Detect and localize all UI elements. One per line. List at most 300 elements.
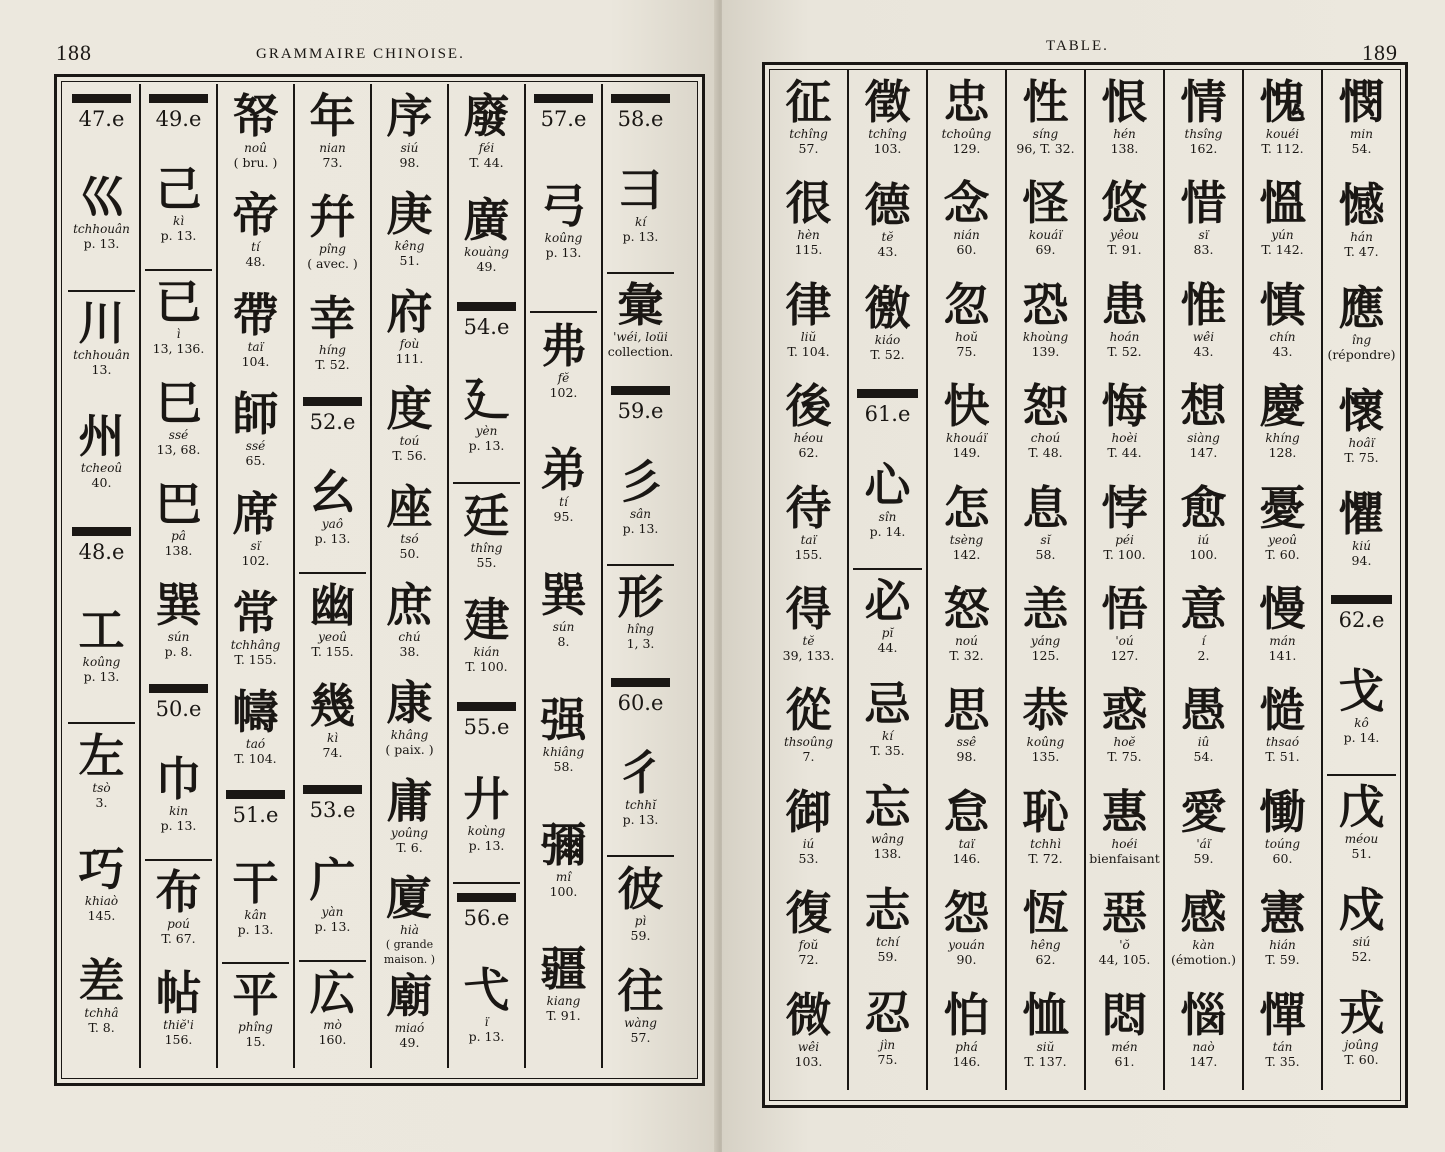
character-entry	[220, 388, 291, 487]
reference: 69.	[1035, 242, 1056, 258]
chinese-character: 怎	[943, 480, 990, 535]
romanization: sân	[629, 506, 652, 521]
section-rule	[145, 269, 212, 271]
romanization: ssé	[245, 439, 266, 454]
chinese-character: 彼	[617, 861, 664, 916]
romanization: yeoû	[318, 630, 347, 644]
reference: 127.	[1110, 648, 1139, 663]
character-entry	[1246, 887, 1319, 988]
romanization: kouéi	[1265, 127, 1300, 141]
chinese-character: 已	[155, 274, 202, 329]
romanization: îng	[1351, 333, 1372, 348]
radical-header	[226, 790, 285, 827]
chinese-character: 怒	[943, 582, 990, 636]
romanization: tchîng	[868, 127, 907, 141]
character-entry	[851, 781, 924, 884]
chinese-character: 弗	[540, 318, 587, 373]
romanization: nián	[953, 228, 980, 243]
section-rule	[607, 855, 674, 857]
chinese-character: 很	[785, 176, 832, 231]
column-divider	[447, 84, 449, 1068]
reference: 52.	[1351, 948, 1372, 964]
character-entry	[297, 191, 368, 292]
reference: 138.	[164, 542, 193, 558]
romanization: í	[1201, 634, 1206, 648]
character-entry	[528, 694, 599, 819]
romanization: ï	[484, 1014, 489, 1029]
radical-header	[611, 94, 670, 131]
romanization: sún	[167, 630, 190, 644]
character-entry	[66, 171, 137, 284]
romanization: yêou	[1110, 228, 1139, 243]
chinese-character: 怨	[943, 886, 990, 941]
romanization: hoèi	[1111, 431, 1138, 446]
character-entry	[1088, 684, 1161, 785]
character-entry	[143, 753, 214, 854]
section-rule	[607, 564, 674, 566]
romanization: tí	[251, 240, 260, 255]
romanization: noû	[244, 141, 267, 155]
reference: 98.	[399, 155, 420, 170]
reference: p. 14.	[869, 524, 906, 540]
romanization: héou	[793, 431, 824, 446]
character-entry	[297, 680, 368, 781]
romanization: tsèng	[949, 532, 984, 547]
romanization: tán	[1272, 1039, 1293, 1054]
reference: 51.	[1351, 845, 1372, 861]
chinese-character: 庸	[386, 773, 433, 828]
romanization: 'ŏ	[1119, 938, 1130, 953]
left-running-title: GRAMMAIRE CHINOISE.	[256, 46, 465, 62]
romanization: phá	[955, 1039, 978, 1054]
character-entry	[220, 289, 291, 388]
character-entry	[930, 684, 1003, 785]
romanization: 'oú	[1115, 634, 1134, 648]
radical-number: 59.e	[617, 398, 664, 423]
romanization: tchîng	[789, 127, 828, 141]
radical-header	[534, 94, 593, 131]
romanization: miaó	[394, 1021, 425, 1036]
reference: 38.	[399, 644, 420, 659]
character-entry	[143, 163, 214, 264]
table-column	[1088, 76, 1161, 1090]
reference: T. 47.	[1344, 244, 1379, 260]
chinese-character: 巧	[78, 841, 125, 896]
chinese-character: 懷	[1338, 384, 1385, 439]
chinese-character: 惟	[1180, 277, 1227, 332]
chinese-character: 恤	[1022, 987, 1069, 1042]
reference: p. 13.	[545, 244, 582, 260]
chinese-character: 悔	[1101, 379, 1148, 434]
character-entry	[772, 583, 845, 684]
romanization: youán	[948, 938, 985, 953]
romanization: poú	[167, 916, 190, 931]
character-entry	[220, 969, 291, 1068]
chinese-character: 干	[232, 856, 279, 911]
reference: T. 8.	[88, 1020, 115, 1036]
romanization: tsó	[400, 532, 419, 547]
character-entry	[1088, 583, 1161, 684]
character-entry	[1167, 583, 1240, 684]
column-divider	[926, 70, 928, 1090]
romanization: tchhouân	[73, 348, 130, 363]
character-entry	[1009, 786, 1082, 887]
character-entry	[1088, 177, 1161, 278]
romanization: yáng	[1030, 634, 1061, 648]
romanization: tsò	[92, 780, 111, 795]
radical-number: 58.e	[617, 107, 664, 131]
character-entry	[1167, 279, 1240, 380]
reference: 62.	[1035, 952, 1056, 968]
character-entry	[1246, 279, 1319, 380]
character-entry	[851, 987, 924, 1090]
romanization: iû	[1197, 735, 1210, 750]
character-entry	[1325, 781, 1398, 884]
chinese-character: 情	[1180, 76, 1227, 129]
character-entry	[528, 320, 599, 445]
reference: 15.	[245, 1033, 266, 1049]
reference: T. 104.	[787, 343, 830, 359]
chinese-character: 惜	[1180, 176, 1227, 231]
romanization: mò	[323, 1017, 342, 1032]
reference: T. 72.	[1028, 850, 1063, 866]
reference: p. 13.	[314, 918, 351, 934]
chinese-character: 悶	[1101, 987, 1148, 1042]
character-entry	[930, 279, 1003, 380]
reference: T. 142.	[1261, 242, 1304, 258]
character-entry	[772, 380, 845, 481]
character-entry	[1088, 887, 1161, 988]
character-entry	[451, 490, 522, 594]
reference: 104.	[241, 353, 270, 369]
character-entry	[1246, 482, 1319, 583]
romanization: wêi	[1192, 329, 1215, 344]
chinese-character: 廷	[463, 488, 510, 543]
character-entry	[1325, 76, 1398, 179]
romanization: tchhì	[1030, 836, 1061, 851]
chinese-character: 廾	[463, 771, 510, 826]
reference: 146.	[952, 850, 981, 866]
character-entry	[772, 684, 845, 785]
reference: 57.	[630, 1030, 651, 1046]
chinese-character: 戍	[1338, 882, 1385, 937]
chinese-character: 悖	[1101, 480, 1148, 535]
reference: T. 52.	[1107, 343, 1142, 359]
reference: 40.	[91, 474, 112, 490]
character-entry	[1088, 786, 1161, 887]
chinese-character: 幸	[309, 291, 356, 346]
character-entry	[1009, 887, 1082, 988]
character-entry	[1325, 665, 1398, 768]
reference: 59.	[1193, 850, 1214, 866]
chinese-character: 怪	[1022, 176, 1069, 231]
character-entry	[1009, 279, 1082, 380]
reference: 58.	[553, 758, 574, 774]
reference: p. 13.	[83, 236, 120, 252]
character-entry	[451, 90, 522, 194]
character-entry	[1009, 482, 1082, 583]
character-entry	[374, 286, 445, 384]
table-column	[1246, 76, 1319, 1090]
character-entry	[1246, 177, 1319, 278]
reference: 55.	[476, 554, 497, 570]
romanization: kân	[244, 908, 267, 923]
radical-number: 47.e	[78, 107, 125, 131]
character-entry	[930, 887, 1003, 988]
romanization: sĭ	[1040, 532, 1051, 547]
reference: T. 137.	[1024, 1053, 1067, 1069]
romanization: kàn	[1192, 938, 1215, 953]
reference: T. 6.	[396, 839, 423, 855]
chinese-character: 復	[785, 886, 832, 941]
chinese-character: 弋	[463, 962, 510, 1017]
chinese-character: 工	[78, 602, 125, 657]
chinese-character: 快	[943, 379, 990, 434]
character-entry	[220, 686, 291, 785]
romanization: yaô	[321, 516, 344, 531]
reference: T. 67.	[161, 930, 196, 946]
reference: 103.	[794, 1053, 823, 1069]
reference: 60.	[956, 242, 977, 258]
chinese-character: 帖	[155, 965, 202, 1020]
reference: 139.	[1031, 343, 1060, 359]
reference: 138.	[873, 845, 902, 861]
chinese-character: 巽	[155, 578, 202, 632]
reference: 2.	[1197, 648, 1210, 663]
chinese-character: 御	[785, 784, 832, 839]
character-entry	[66, 843, 137, 956]
chinese-character: 彐	[617, 162, 664, 217]
reference: 44, 105.	[1098, 952, 1151, 968]
column-divider	[847, 70, 849, 1090]
chinese-character: 恨	[1101, 76, 1148, 129]
reference: 59.	[877, 948, 898, 964]
romanization: pĭ	[881, 625, 894, 640]
chinese-character: 惡	[1101, 886, 1148, 941]
right-running-title: TABLE.	[1046, 38, 1109, 54]
radical-header	[149, 94, 208, 131]
romanization: khiâng	[542, 744, 585, 759]
radical-number: 60.e	[617, 690, 664, 715]
romanization: hoŭ	[955, 329, 978, 344]
character-entry	[1009, 380, 1082, 481]
reference: p. 13.	[160, 817, 197, 833]
character-entry	[1167, 684, 1240, 785]
romanization: hèn	[797, 228, 820, 243]
character-entry	[1167, 989, 1240, 1090]
romanization: féi	[478, 141, 495, 155]
character-entry	[143, 579, 214, 680]
chinese-character: 廢	[463, 90, 510, 143]
romanization: foŭ	[798, 938, 819, 953]
romanization: khiaò	[84, 893, 119, 908]
reference: 43.	[1272, 343, 1293, 359]
radical-number: 50.e	[155, 697, 202, 722]
character-entry	[605, 279, 676, 382]
column-divider	[524, 84, 526, 1068]
chinese-character: 忘	[864, 779, 911, 834]
chinese-character: 幷	[309, 190, 356, 245]
romanization: siŭ	[1036, 1039, 1055, 1054]
chinese-character: 弟	[540, 443, 587, 498]
chinese-character: 怕	[943, 987, 990, 1042]
reference: T. 32.	[949, 648, 984, 663]
chinese-character: 廣	[463, 193, 510, 248]
character-entry	[451, 773, 522, 877]
character-entry	[374, 970, 445, 1068]
reference: 98.	[956, 749, 977, 765]
romanization: khâng	[390, 727, 429, 742]
romanization: thsaó	[1265, 735, 1300, 750]
romanization: tí	[559, 495, 568, 510]
romanization: koûng	[1026, 735, 1065, 750]
reference: 59.	[630, 927, 651, 943]
chinese-character: 後	[785, 379, 832, 434]
table-column	[851, 76, 924, 1090]
romanization: sún	[552, 620, 575, 635]
chinese-character: 庶	[386, 578, 433, 632]
chinese-character: 惱	[1180, 987, 1227, 1042]
romanization: foù	[399, 336, 420, 351]
romanization: koùng	[467, 823, 506, 838]
romanization: pì	[634, 913, 647, 928]
reference: 44.	[877, 639, 898, 655]
romanization: pîng	[319, 242, 346, 257]
romanization: liŭ	[800, 329, 817, 344]
chinese-character: 慍	[1259, 176, 1306, 231]
chinese-character: 念	[943, 176, 990, 231]
character-entry	[374, 90, 445, 188]
section-rule	[453, 882, 520, 884]
column-divider	[1084, 70, 1086, 1090]
character-entry	[451, 373, 522, 477]
chinese-character: 彌	[540, 817, 587, 872]
character-entry	[1088, 279, 1161, 380]
column-divider	[601, 84, 603, 1068]
character-entry	[1167, 887, 1240, 988]
character-entry	[1088, 76, 1161, 177]
table-column	[1009, 76, 1082, 1090]
romanization: kí	[634, 214, 647, 229]
romanization: mán	[1269, 634, 1296, 648]
section-rule	[299, 960, 366, 962]
reference: 141.	[1268, 648, 1297, 663]
chinese-character: 形	[617, 569, 664, 624]
reference: 58.	[1035, 546, 1056, 562]
character-entry	[851, 282, 924, 385]
radical-header	[303, 397, 362, 434]
romanization: wâng	[871, 831, 904, 846]
reference: 74.	[322, 745, 343, 761]
character-entry	[772, 786, 845, 887]
character-entry	[851, 884, 924, 987]
romanization: yèn	[475, 423, 498, 438]
romanization: koûng	[82, 654, 121, 669]
table-column	[220, 90, 291, 1068]
left-page-number: 188	[56, 40, 92, 65]
reference: p. 13.	[160, 227, 197, 243]
radical-number: 48.e	[78, 539, 125, 564]
chinese-character: 帶	[232, 287, 279, 342]
chinese-character: 感	[1180, 886, 1227, 941]
chinese-character: 建	[463, 592, 510, 647]
romanization: khíng	[1265, 431, 1300, 446]
romanization: tchhouân	[73, 222, 130, 237]
chinese-character: 府	[386, 284, 433, 339]
romanization: kin	[169, 803, 188, 818]
right-page-number: 189	[1362, 40, 1398, 65]
chinese-character: 師	[232, 387, 279, 442]
column-divider	[293, 84, 295, 1068]
reference: T. 155.	[234, 651, 277, 667]
romanization: kêng	[394, 238, 425, 253]
character-entry	[451, 964, 522, 1068]
chinese-character: 廟	[386, 969, 433, 1024]
character-entry	[297, 579, 368, 680]
romanization: thsîng	[1184, 127, 1223, 141]
section-rule	[453, 482, 520, 484]
romanization: síng	[1032, 127, 1059, 141]
romanization: 'áï	[1196, 836, 1211, 851]
romanization: ssé	[168, 427, 189, 442]
reference: 115.	[794, 242, 823, 258]
character-entry	[143, 276, 214, 377]
section-rule	[68, 722, 135, 724]
reference: ( grande maison. )	[383, 938, 436, 967]
character-entry	[930, 482, 1003, 583]
character-entry	[605, 747, 676, 850]
romanization: wàng	[624, 1016, 657, 1031]
character-entry	[297, 466, 368, 567]
reference: p. 13.	[468, 1028, 505, 1044]
character-entry	[605, 571, 676, 674]
radical-header	[303, 785, 362, 822]
character-entry	[297, 90, 368, 191]
reference: T. 35.	[1265, 1053, 1300, 1069]
chinese-character: 從	[785, 683, 832, 738]
romanization: khouáï	[946, 431, 987, 446]
chinese-character: 座	[386, 480, 433, 535]
character-entry	[772, 482, 845, 583]
radical-header	[1331, 595, 1392, 632]
romanization: kiang	[546, 994, 581, 1009]
reference: 145.	[87, 907, 116, 923]
romanization: min	[1350, 127, 1373, 141]
chinese-character: 巾	[155, 751, 202, 806]
character-entry	[143, 478, 214, 579]
character-entry	[605, 456, 676, 559]
character-entry	[1167, 380, 1240, 481]
chinese-character: 忍	[864, 985, 911, 1040]
table-column	[1167, 76, 1240, 1090]
reference: 7.	[802, 749, 815, 765]
character-entry	[66, 297, 137, 410]
chinese-character: 廈	[386, 871, 433, 926]
chinese-character: 恙	[1022, 582, 1069, 636]
reference: p. 13.	[83, 668, 120, 684]
reference: T. 44.	[1107, 445, 1142, 461]
chinese-character: 川	[78, 296, 125, 351]
chinese-character: 德	[864, 178, 911, 233]
chinese-character: 帝	[232, 188, 279, 243]
reference: 162.	[1189, 141, 1218, 156]
reference: p. 13.	[314, 530, 351, 546]
romanization: híng	[319, 343, 346, 358]
column-divider	[1321, 70, 1323, 1090]
character-entry	[143, 967, 214, 1068]
section-rule	[853, 568, 922, 570]
romanization: ssê	[956, 735, 977, 750]
